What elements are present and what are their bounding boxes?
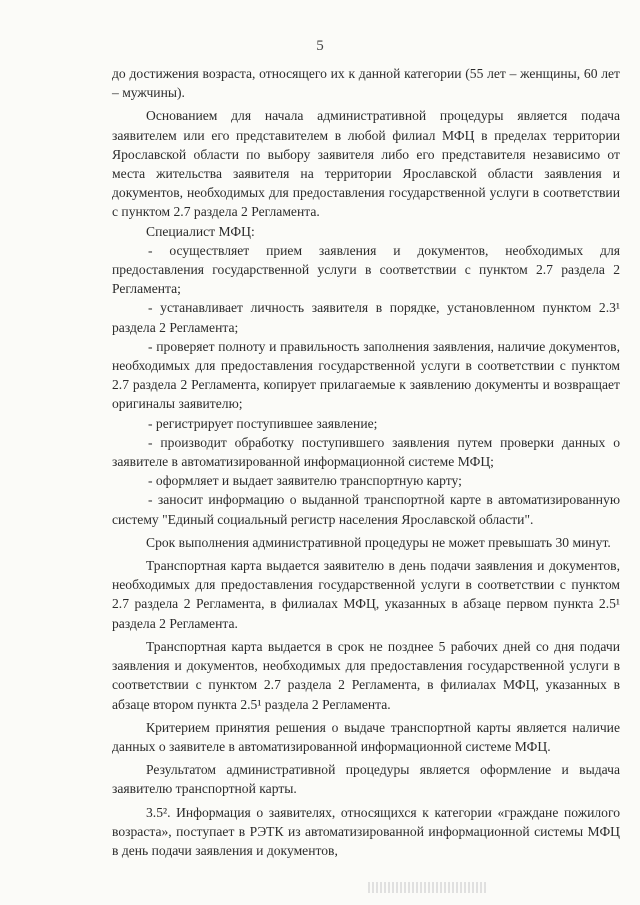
paragraph-card-five-days: Транспортная карта выдается в срок не позднее 5 рабочих дней со дня подачи заявления и документов, необходимых для предоставления государственной услуги в соответствии с пунктом 2.7 раздела 2 Регламента, в филиалах МФЦ, указанных в абзаце втором пункта 2.5¹ раздела 2 Регламента.: [112, 638, 620, 712]
list-item-process-application: - производит обработку поступившего заявления путем проверки данных о заявителе в автоматизированной информационной системе МФЦ;: [112, 434, 620, 470]
list-item-enter-information: - заносит информацию о выданной транспортной карте в автоматизированную систему "Единый социальный регистр населения Ярославской области".: [112, 492, 620, 527]
document-body: [112, 64, 620, 860]
list-item-issue-card: - оформляет и выдает заявителю транспортную карту;: [148, 473, 462, 489]
paragraph-time-limit: Срок выполнения административной процедуры не может превышать 30 минут.: [146, 534, 611, 550]
paragraph-age-criteria: до достижения возраста, относящего их к данной категории (55 лет – женщины, 60 лет – мужчины).: [112, 66, 620, 101]
list-item-check-completeness: - проверяет полноту и правильность заполнения заявления, наличие документов, необходимых для предоставления государственной услуги в соответствии с пунктом 2.7 раздела 2 Регламента, копирует прилагаемые к заявлению документы и возвращает оригиналы заявителю;: [112, 338, 620, 412]
list-item-verify-identity: - устанавливает личность заявителя в порядке, установленном пунктом 2.3¹ раздела 2 Регламента;: [112, 300, 620, 335]
list-item-accept-documents: - осуществляет прием заявления и документов, необходимых для предоставления государственной услуги в соответствии с пунктом 2.7 раздела 2 Регламента;: [112, 242, 620, 297]
paragraph-basis: Основанием для начала административной процедуры является подача заявителем или его представителем в любой филиал МФЦ в пределах территории Ярославской области по выбору заявителя либо его представителя независимо от места жительства заявителя на территории Ярославской области заявления и документов, необходимых для предоставления государственной услуги в соответствии с пунктом 2.7 раздела 2 Регламента.: [112, 108, 620, 220]
paragraph-card-same-day: Транспортная карта выдается заявителю в день подачи заявления и документов, необходимых для предоставления государственной услуги в соответствии с пунктом 2.7 раздела 2 Регламента, в филиалах МФЦ, указанных в абзаце первом пункта 2.5¹ раздела 2 Регламента.: [112, 558, 620, 631]
paragraph-specialist-heading: Специалист МФЦ:: [146, 223, 255, 239]
list-item-register-application: - регистрирует поступившее заявление;: [148, 415, 378, 431]
paragraph-3-5-2: 3.5². Информация о заявителях, относящихся к категории «граждане пожилого возраста», поступает в РЭТК из автоматизированной информационной системы МФЦ в день подачи заявления и документов,: [112, 804, 620, 858]
paragraph-procedure-result: Результатом административной процедуры является оформление и выдача заявителю транспортной карты.: [112, 762, 620, 797]
scan-stamp-mark: [368, 882, 486, 893]
paragraph-decision-criterion: Критерием принятия решения о выдаче транспортной карты является наличие данных о заявителе в автоматизированной информационной системе МФЦ.: [112, 719, 620, 754]
page-number: 5: [316, 38, 324, 54]
